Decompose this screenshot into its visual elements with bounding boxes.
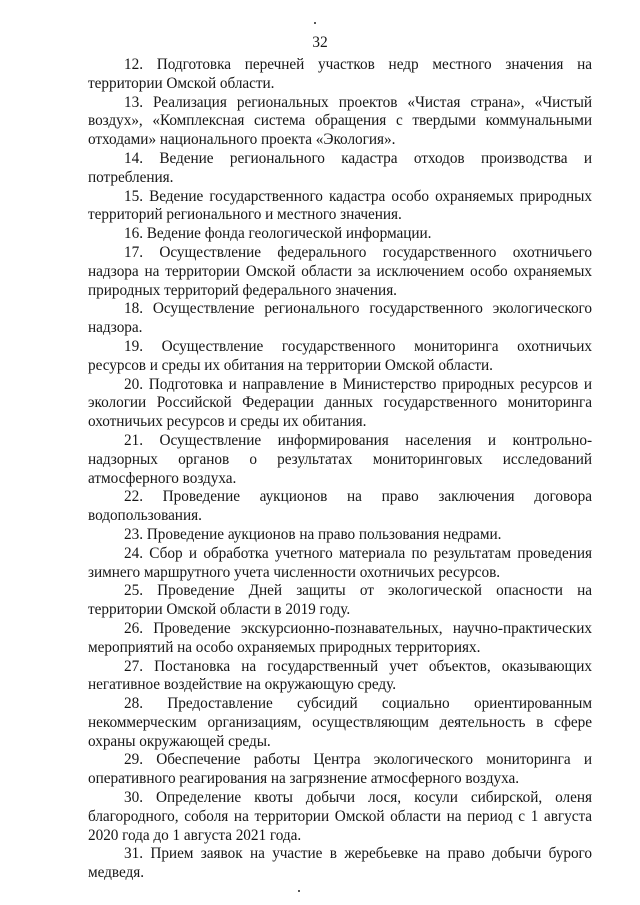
page-number: 32	[312, 34, 328, 51]
list-item: 21. Осуществление информирования населения и контрольно-надзорных органов о результатах мониторинговых исследований атмосферного воздуха.	[88, 431, 592, 487]
list-item: 29. Обеспечение работы Центра экологического мониторинга и оперативного реагирования на загрязнение атмосферного воздуха.	[88, 751, 592, 788]
list-item: 16. Ведение фонда геологической информации.	[124, 225, 432, 243]
scan-speck	[298, 890, 300, 892]
list-item: 24. Сбор и обработка учетного материала по результатам проведения зимнего маршрутного учета численности охотничьих ресурсов.	[88, 544, 592, 581]
item-list	[88, 56, 592, 883]
list-item: 13. Реализация региональных проектов «Чистая страна», «Чистый воздух», «Комплексная система обращения с твердыми коммунальными отходами» национального проекта «Экология».	[88, 93, 592, 149]
list-item: 22. Проведение аукционов на право заключения договора водопользования.	[88, 488, 592, 525]
list-item: 12. Подготовка перечней участков недр местного значения на территории Омской области.	[88, 56, 592, 92]
list-item: 23. Проведение аукционов на право пользования недрами.	[124, 525, 502, 543]
list-item: 14. Ведение регионального кадастра отходов производства и потребления.	[88, 149, 592, 186]
list-item: 27. Постановка на государственный учет объектов, оказывающих негативное воздействие на окружающую среду.	[88, 657, 592, 694]
list-item: 28. Предоставление субсидий социально ориентированным некоммерческим организациям, осуществляющим деятельность в сфере охраны окружающей среды.	[88, 695, 592, 750]
list-item: 25. Проведение Дней защиты от экологической опасности на территории Омской области в 2019 году.	[88, 582, 592, 619]
scan-speck	[314, 22, 316, 24]
list-item: 26. Проведение экскурсионно-познавательных, научно-практических мероприятий на особо охраняемых природных территориях.	[88, 619, 592, 656]
list-item: 20. Подготовка и направление в Министерство природных ресурсов и экологии Российской Федерации данных государственного мониторинга охотничьих ресурсов и среды их обитания.	[88, 375, 592, 431]
list-item: 31. Прием заявок на участие в жеребьевке на право добычи бурого медведя.	[88, 845, 592, 882]
list-item: 17. Осуществление федерального государственного охотничьего надзора на территории Омской области за исключением особо охраняемых природных территорий федерального значения.	[88, 243, 592, 299]
list-item: 30. Определение квоты добычи лося, косули сибирской, оленя благородного, соболя на территории Омской области на период с 1 августа 2020 года до 1 августа 2021 года.	[88, 789, 592, 844]
list-item: 15. Ведение государственного кадастра особо охраняемых природных территорий регионального и местного значения.	[88, 187, 592, 224]
list-item: 19. Осуществление государственного мониторинга охотничьих ресурсов и среды их обитания на территории Омской области.	[88, 337, 592, 374]
list-item: 18. Осуществление регионального государственного экологического надзора.	[88, 300, 592, 337]
